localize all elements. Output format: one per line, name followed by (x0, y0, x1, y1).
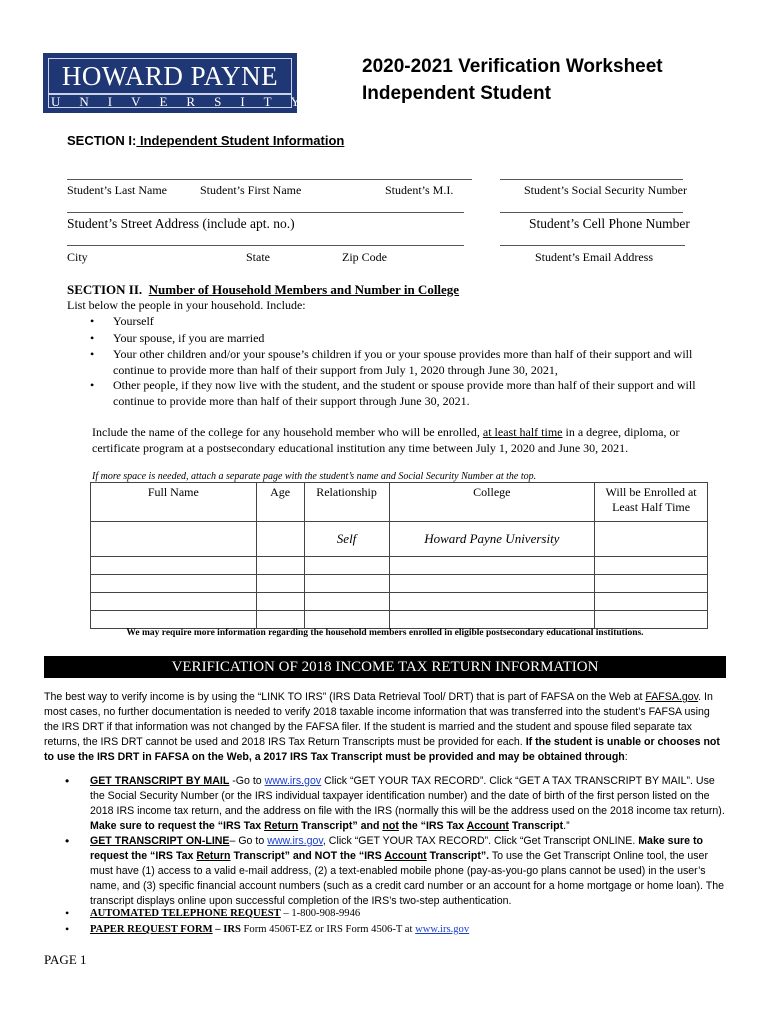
option-bold: Transcript” and (298, 820, 383, 832)
table-cell[interactable] (595, 557, 708, 575)
irs-link[interactable]: www.irs.gov (267, 835, 323, 847)
table-cell[interactable] (304, 557, 389, 575)
page-number: PAGE 1 (44, 952, 87, 967)
table-cell: Self (304, 522, 389, 557)
list-item (90, 346, 723, 378)
table-cell[interactable] (256, 575, 304, 593)
table-cell[interactable] (595, 593, 708, 611)
para-text: : (624, 751, 628, 763)
option-bold: the “IRS Tax (398, 820, 467, 832)
table-cell[interactable] (389, 575, 595, 593)
paper-title: PAPER REQUEST FORM (90, 924, 213, 935)
page-title: 2020-2021 Verification Worksheet (362, 56, 663, 77)
col-college: College (389, 483, 595, 522)
street-line[interactable] (67, 212, 464, 213)
logo-university: UNIVERSITY (51, 94, 319, 109)
bullet-icon: • (90, 331, 95, 345)
option-bold: Transcript (508, 820, 564, 832)
table-cell: Howard Payne University (389, 522, 595, 557)
table-row (91, 611, 708, 629)
option-text: To use the Get Transcript Online tool, the user must have (1) access to a valid e-mail address, (2) a text-enabled mobile phone (pay-as-you-go plans cannot be used) in the user’s name, and (3) specific financial account numbers (such as a credit card number or an account for a home mortgage or home loan). The transcript displays online upon successful completion of the IRS’s two-step authentication. (90, 850, 724, 907)
table-cell[interactable] (595, 575, 708, 593)
college-note (92, 424, 712, 456)
option-bold: Transcript” and NOT the “IRS (230, 850, 385, 862)
option-online (65, 834, 730, 909)
table-cell[interactable] (256, 611, 304, 629)
zip-label: Zip Code (342, 250, 387, 264)
bullet-icon: • (90, 378, 95, 392)
option-text: Form 4506T-EZ or IRS Form 4506-T at (240, 924, 416, 935)
verification-banner: VERIFICATION OF 2018 INCOME TAX RETURN INFORMATION (44, 656, 726, 678)
email-line[interactable] (500, 245, 685, 246)
section2-heading (67, 282, 459, 298)
irs-link[interactable]: www.irs.gov (264, 775, 322, 787)
option-bold: – IRS (212, 924, 241, 935)
ssn-label: Student’s Social Security Number (524, 183, 687, 197)
cell-label: Student’s Cell Phone Number (529, 216, 690, 231)
verification-paragraph (44, 690, 726, 765)
option-text: , Click “GET YOUR TAX RECORD”. Click “Get Transcript ONLINE. (322, 835, 639, 847)
table-cell[interactable] (304, 575, 389, 593)
col-age: Age (256, 483, 304, 522)
first-name-label: Student’s First Name (200, 183, 302, 197)
option-bold: Make sure to request the “IRS Tax (90, 835, 703, 862)
half-time-text: at least half time (482, 425, 563, 439)
col-enrolled: Will be Enrolled at Least Half Time (595, 483, 708, 522)
university-logo (43, 53, 319, 113)
bullet-icon: • (65, 906, 70, 920)
last-name-label: Student’s Last Name (67, 183, 167, 197)
option-mail (65, 774, 730, 834)
list-item (90, 377, 723, 409)
col-relationship: Relationship (304, 483, 389, 522)
irs-link[interactable]: www.irs.gov (415, 924, 470, 935)
table-cell[interactable] (91, 522, 257, 557)
table-header-row (91, 483, 708, 522)
table-cell[interactable] (91, 593, 257, 611)
section2-prefix: SECTION II. (67, 282, 143, 297)
space-note: If more space is needed, attach a separate page with the student’s name and Social Security Number at the top. (92, 471, 537, 482)
option-paper (65, 922, 730, 937)
bullet-icon: • (90, 347, 95, 361)
table-cell[interactable] (389, 557, 595, 575)
mail-title: GET TRANSCRIPT BY MAIL (90, 775, 230, 787)
cell-line[interactable] (500, 212, 683, 213)
option-phone (65, 906, 730, 921)
option-text: – Go to (229, 835, 268, 847)
option-text: -Go to (229, 775, 265, 787)
household-table (90, 482, 708, 629)
bullet-icon: • (65, 774, 70, 788)
list-item (90, 313, 723, 329)
option-bold: Transcript”. (426, 850, 490, 862)
option-bold-u: not (382, 820, 399, 832)
para-text: The best way to verify income is by using the “LINK TO IRS” (IRS Data Retrieval Tool/ DRT) that is part of FAFSA on the Web at (44, 691, 646, 703)
table-cell[interactable] (389, 611, 595, 629)
section1-prefix: SECTION I: (67, 133, 137, 148)
table-cell[interactable] (595, 611, 708, 629)
bullet-icon: • (65, 834, 70, 848)
col-full-name: Full Name (91, 483, 257, 522)
online-title: GET TRANSCRIPT ON-LINE (90, 835, 230, 847)
option-bold-u: Return (196, 850, 231, 862)
college-note-text: Include the name of the college for any household member who will be enrolled, (92, 425, 483, 439)
option-bold-u: Account (384, 850, 427, 862)
section1-heading (67, 133, 344, 148)
name-line[interactable] (67, 179, 472, 180)
bullet-icon: • (65, 922, 70, 936)
bullet-text: Yourself (113, 314, 154, 328)
city-line[interactable] (67, 245, 464, 246)
street-label: Student’s Street Address (include apt. no.) (67, 216, 295, 231)
bullet-text: Other people, if they now live with the student, and the student or spouse provide more than half of their support and will continue to provide more than half of their support through June 30, 2021. (113, 378, 696, 408)
table-cell[interactable] (595, 522, 708, 557)
table-cell[interactable] (91, 575, 257, 593)
para-bold: If the student is unable or chooses not to use the IRS DRT in FAFSA on the Web, a 2017 IRS Tax Transcript must be provided and may be obtained through (44, 736, 720, 763)
table-row (91, 522, 708, 557)
email-label: Student’s Email Address (535, 250, 653, 264)
college-note-text: in a degree, diploma, or certificate program at a postsecondary educational institution any time between July 1, 2020 and June 30, 2021. (92, 425, 680, 455)
bullet-text: Your other children and/or your spouse’s children if you or your spouse provides more than half of their support and will continue to provide more than half of their support from July 1, 2020 through June 30, 2021, (113, 347, 693, 377)
option-bold: Make sure to request the “IRS Tax (90, 820, 265, 832)
bullet-icon: • (90, 314, 95, 328)
option-bold-u: Account (466, 820, 509, 832)
fafsa-link[interactable]: FAFSA.gov (645, 691, 699, 703)
table-cell[interactable] (389, 593, 595, 611)
option-bold-u: Return (264, 820, 299, 832)
bullet-text: Your spouse, if you are married (113, 331, 265, 345)
ssn-line[interactable] (500, 179, 683, 180)
section2-intro: List below the people in your household. Include: (67, 298, 306, 312)
section1-title: Independent Student Information (136, 133, 345, 148)
state-label: State (246, 250, 270, 264)
table-cell[interactable] (91, 611, 257, 629)
option-text: .” (563, 820, 570, 832)
phone-title: AUTOMATED TELEPHONE REQUEST (90, 908, 281, 919)
section2-title: Number of Household Members and Number in College (148, 282, 460, 297)
table-cell[interactable] (304, 611, 389, 629)
table-cell[interactable] (256, 593, 304, 611)
table-row (91, 575, 708, 593)
logo-name: HOWARD PAYNE (61, 61, 279, 91)
table-cell[interactable] (256, 522, 304, 557)
table-row (91, 557, 708, 575)
option-text: Click “GET YOUR TAX RECORD”. Click “GET A TAX TRANSCRIPT BY MAIL”. Use the Social Security Number (or the IRS individual taxpayer identification number) and the date of birth of the first person listed on the 2018 IRS income tax return, and the address on file with the IRS (normally this will be the address used on the 2018 income tax return). (90, 775, 725, 817)
page-subtitle: Independent Student (362, 83, 551, 104)
table-cell[interactable] (304, 593, 389, 611)
table-cell[interactable] (91, 557, 257, 575)
table-note: We may require more information regarding the household members enrolled in eligible postsecondary educational institutions. (126, 628, 644, 638)
mi-label: Student’s M.I. (385, 183, 454, 197)
para-text: . In most cases, no further documentation is needed to verify 2018 taxable income information that was transferred into the student’s FAFSA using the IRS DRT if that information was not changed by the FAFSA filer. If the student is married and the student and spouse filed separate tax returns, the IRS DRT cannot be used and 2018 IRS Tax Return Transcripts must be provided for each. (44, 691, 713, 748)
list-item (90, 330, 723, 346)
city-label: City (67, 250, 88, 264)
table-row (91, 593, 708, 611)
table-cell[interactable] (256, 557, 304, 575)
phone-number: – 1-800-908-9946 (280, 908, 361, 919)
